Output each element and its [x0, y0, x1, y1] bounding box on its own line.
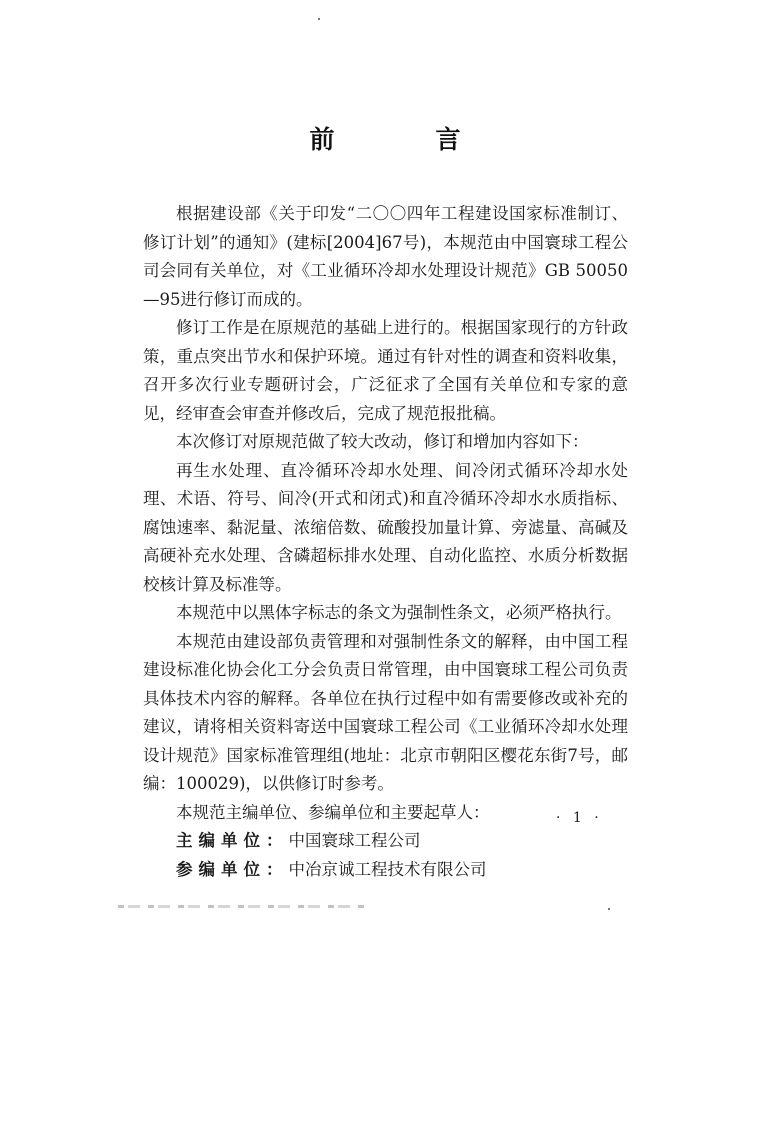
chief-editor-value: 中国寰球工程公司	[288, 831, 421, 850]
chief-editor-row	[143, 827, 628, 856]
scan-artifact-dot	[608, 908, 610, 910]
page-number: · 1 ·	[556, 810, 603, 826]
preface-body	[143, 200, 628, 884]
paragraph-basis: 根据建设部《关于印发“二〇〇四年工程建设国家标准制订、修订计划”的通知》(建标[2004]67号)，本规范由中国寰球工程公司会同有关单位，对《工业循环冷却水处理设计规范》GB 50050—95进行修订而成的。	[143, 204, 628, 309]
paragraph-drafters-intro: 本规范主编单位、参编单位和主要起草人：	[176, 802, 490, 822]
paragraph-management: 本规范由建设部负责管理和对强制性条文的解释，由中国工程建设标准化协会化工分会负责日常管理，由中国寰球工程公司负责具体技术内容的解释。各单位在执行过程中如有需要修改或补充的建议，请将相关资料寄送中国寰球工程公司《工业循环冷却水处理设计规范》国家标准管理组(地址：北京市朝阳区樱花东街7号，邮编：100029)，以供修订时参考。	[143, 631, 628, 793]
participant-label: 参编单位：	[176, 859, 289, 879]
paragraph-revision-work: 修订工作是在原规范的基础上进行的。根据国家现行的方针政策，重点突出节水和保护环境。通过有针对性的调查和资料收集，召开多次行业专题研讨会，广泛征求了全国有关单位和专家的意见，经审查会审查并修改后，完成了规范报批稿。	[143, 318, 628, 423]
scan-artifact-dot	[318, 18, 320, 20]
chief-editor-label: 主编单位：	[176, 831, 289, 850]
paragraph-changes-list: 再生水处理、直冷循环冷却水处理、间冷闭式循环冷却水处理、术语、符号、间冷(开式和闭式)和直冷循环冷却水水质指标、腐蚀速率、黏泥量、浓缩倍数、硫酸投加量计算、旁滤量、高碱及高硬补充水处理、含磷超标排水处理、自动化监控、水质分析数据校核计算及标准等。	[143, 460, 628, 594]
page-title: 前 言	[309, 125, 499, 154]
participant-value: 中冶京诚工程技术有限公司	[288, 859, 487, 879]
paragraph-changes-intro: 本次修订对原规范做了较大改动，修订和增加内容如下：	[176, 432, 589, 451]
participant-row	[143, 856, 628, 885]
scan-artifact-line	[118, 905, 368, 908]
paragraph-mandatory-clauses: 本规范中以黑体字标志的条文为强制性条文，必须严格执行。	[176, 603, 622, 622]
